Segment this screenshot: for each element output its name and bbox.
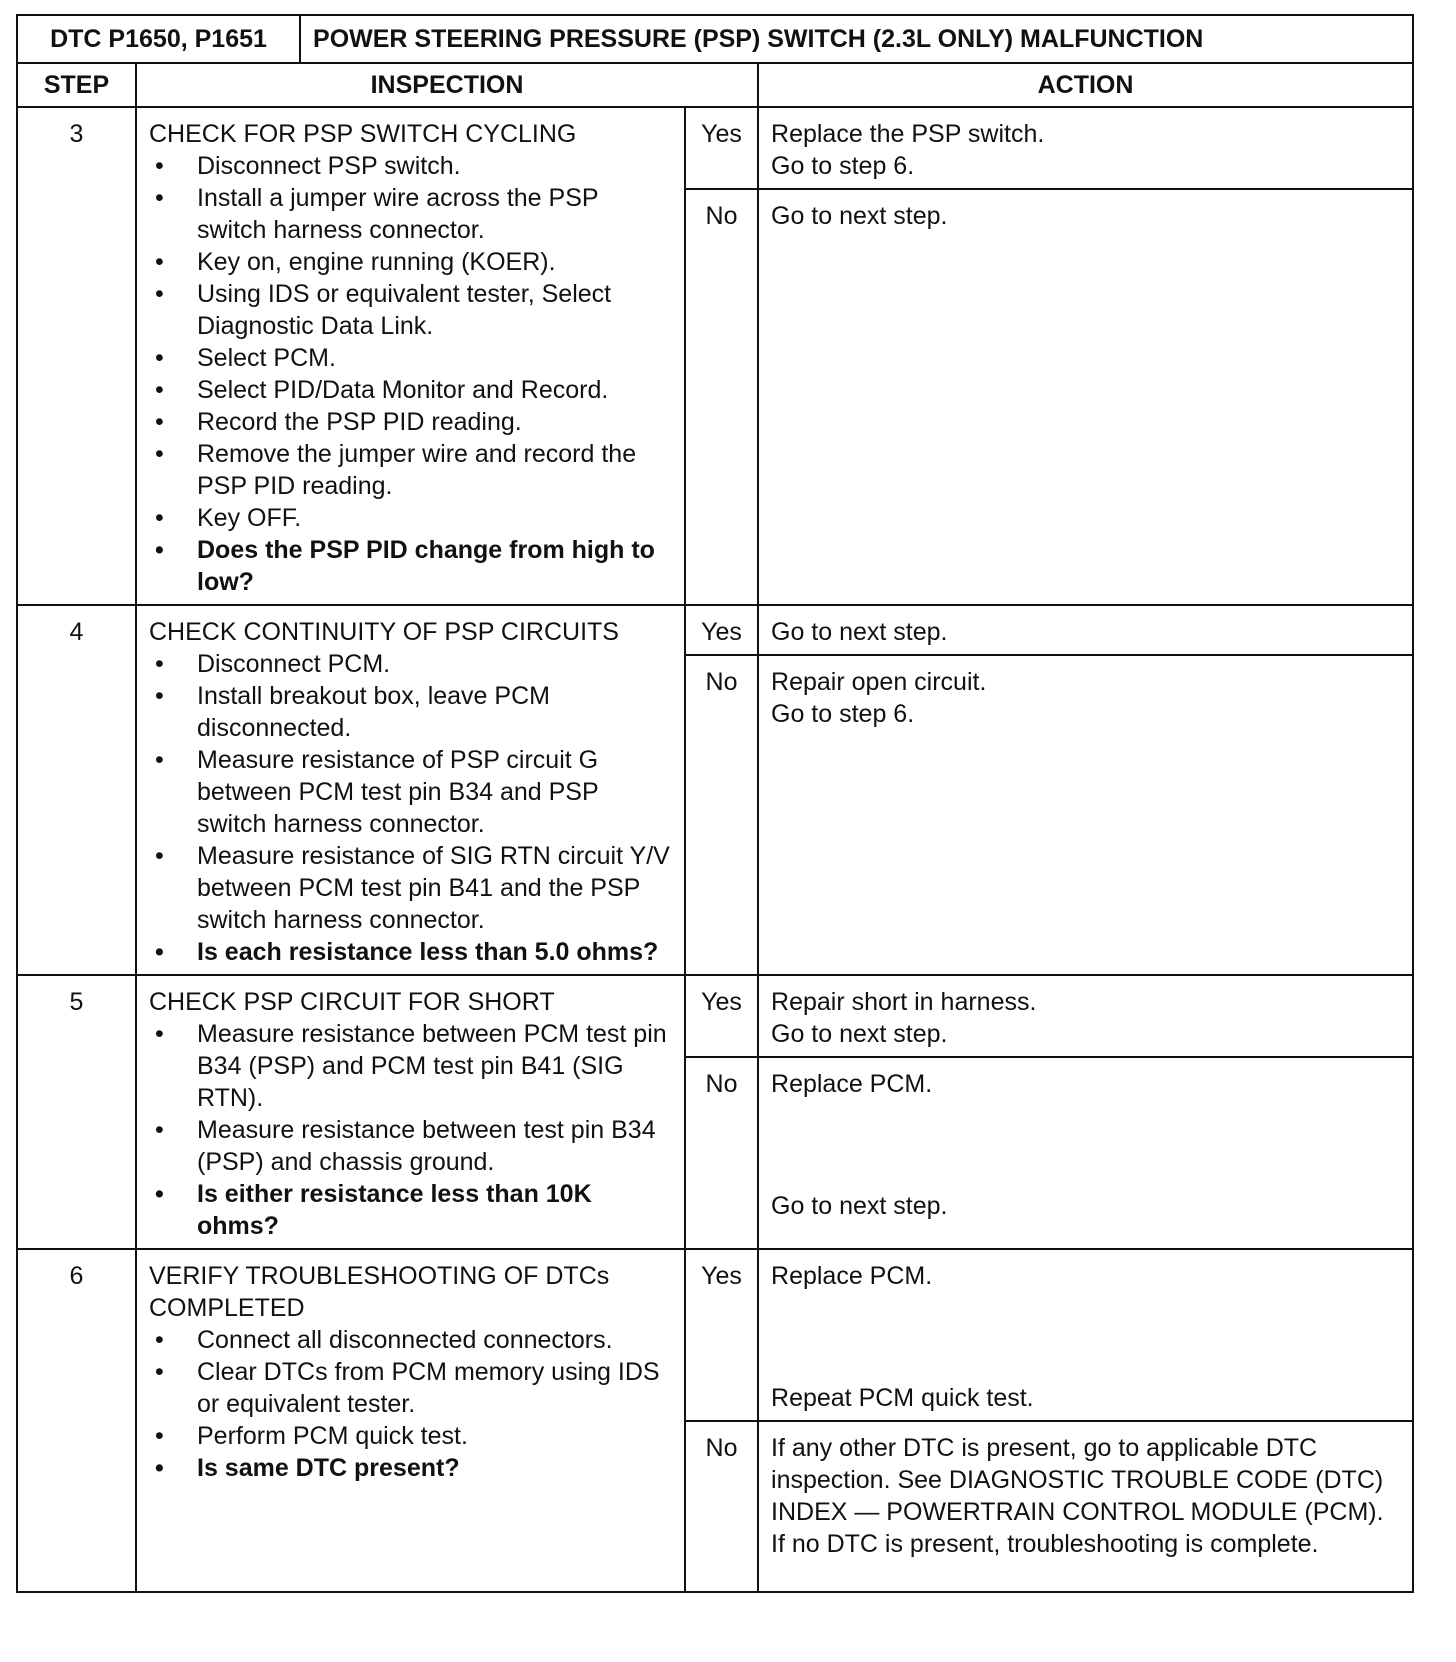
yes-label: Yes — [685, 107, 758, 189]
yes-label: Yes — [685, 605, 758, 655]
no-label: No — [685, 655, 758, 975]
action-line: Repair short in harness. — [771, 988, 1037, 1016]
no-action — [758, 1057, 1413, 1249]
yes-action — [758, 1249, 1413, 1421]
bullet-item: • Measure resistance of PSP circuit G between PCM test pin B34 and PSP switch harness connector. — [149, 744, 674, 840]
inspection-heading: CHECK CONTINUITY OF PSP CIRCUITS — [149, 618, 619, 646]
inspection-cell — [136, 107, 685, 605]
column-header-row — [17, 63, 1413, 107]
bullet-item: • Select PCM. — [149, 342, 674, 374]
bullet-item: • Select PID/Data Monitor and Record. — [149, 374, 674, 406]
action-line: Replace PCM. — [771, 1262, 933, 1290]
step-number: 5 — [17, 975, 136, 1249]
step-row — [17, 107, 1413, 189]
dtc-document — [16, 14, 1412, 1648]
action-spacer — [771, 1292, 1404, 1382]
action-line: Go to step 6. — [771, 152, 915, 180]
yes-action — [758, 605, 1413, 655]
yes-action — [758, 975, 1413, 1057]
bullet-item: • Disconnect PCM. — [149, 648, 674, 680]
step-number: 6 — [17, 1249, 136, 1592]
no-action — [758, 189, 1413, 605]
bullet-item: • Clear DTCs from PCM memory using IDS or equivalent tester. — [149, 1356, 674, 1420]
bullet-item: • Remove the jumper wire and record the PSP PID reading. — [149, 438, 674, 502]
action-line: Go to next step. — [771, 202, 948, 230]
step-row — [17, 975, 1413, 1057]
step-number: 3 — [17, 107, 136, 605]
bullet-item: • Measure resistance between test pin B34 (PSP) and chassis ground. — [149, 1114, 674, 1178]
no-label: No — [685, 189, 758, 605]
yes-label: Yes — [685, 1249, 758, 1421]
inspection-cell — [136, 605, 685, 975]
yes-action — [758, 107, 1413, 189]
no-label: No — [685, 1421, 758, 1592]
action-column-header: ACTION — [758, 63, 1413, 107]
inspection-question: • Does the PSP PID change from high to low? — [149, 534, 674, 598]
inspection-bullets — [149, 648, 674, 968]
action-line: Replace PCM. — [771, 1070, 933, 1098]
no-action — [758, 655, 1413, 975]
yes-label: Yes — [685, 975, 758, 1057]
action-line: If any other DTC is present, go to applicable DTC inspection. See DIAGNOSTIC TROUBLE CODE (DTC) INDEX — POWERTRAIN CONTROL MODULE (PCM). — [771, 1434, 1384, 1526]
dtc-codes: DTC P1650, P1651 — [17, 15, 300, 63]
inspection-bullets — [149, 150, 674, 598]
inspection-heading: VERIFY TROUBLESHOOTING OF DTCs COMPLETED — [149, 1262, 610, 1322]
action-line: Go to step 6. — [771, 700, 915, 728]
step-row — [17, 605, 1413, 655]
no-label: No — [685, 1057, 758, 1249]
inspection-cell — [136, 975, 685, 1249]
action-line: Go to next step. — [771, 1020, 948, 1048]
bullet-item: • Perform PCM quick test. — [149, 1420, 674, 1452]
inspection-heading: CHECK PSP CIRCUIT FOR SHORT — [149, 988, 555, 1016]
action-line: Repair open circuit. — [771, 668, 987, 696]
action-line: Go to next step. — [771, 1192, 948, 1220]
step-row — [17, 1249, 1413, 1421]
inspection-heading: CHECK FOR PSP SWITCH CYCLING — [149, 120, 577, 148]
bullet-item: • Record the PSP PID reading. — [149, 406, 674, 438]
inspection-question: • Is each resistance less than 5.0 ohms? — [149, 936, 674, 968]
bullet-item: • Measure resistance of SIG RTN circuit Y/V between PCM test pin B41 and the PSP switch harness connector. — [149, 840, 674, 936]
action-line: Go to next step. — [771, 618, 948, 646]
step-number: 4 — [17, 605, 136, 975]
bullet-item: • Key on, engine running (KOER). — [149, 246, 674, 278]
step-column-header: STEP — [17, 63, 136, 107]
bullet-item: • Using IDS or equivalent tester, Select Diagnostic Data Link. — [149, 278, 674, 342]
action-line: Replace the PSP switch. — [771, 120, 1045, 148]
bullet-item: • Install a jumper wire across the PSP switch harness connector. — [149, 182, 674, 246]
bullet-item: • Install breakout box, leave PCM disconnected. — [149, 680, 674, 744]
action-line: If no DTC is present, troubleshooting is complete. — [771, 1530, 1319, 1558]
bullet-item: • Connect all disconnected connectors. — [149, 1324, 674, 1356]
title-row — [17, 15, 1413, 63]
no-action — [758, 1421, 1413, 1592]
bullet-item: • Disconnect PSP switch. — [149, 150, 674, 182]
action-spacer — [771, 1100, 1404, 1190]
inspection-column-header: INSPECTION — [136, 63, 758, 107]
inspection-cell — [136, 1249, 685, 1592]
inspection-question: • Is either resistance less than 10K ohms? — [149, 1178, 674, 1242]
inspection-bullets — [149, 1018, 674, 1242]
bullet-item: • Key OFF. — [149, 502, 674, 534]
inspection-bullets — [149, 1324, 674, 1484]
dtc-description: POWER STEERING PRESSURE (PSP) SWITCH (2.3L ONLY) MALFUNCTION — [300, 15, 1413, 63]
inspection-question: • Is same DTC present? — [149, 1452, 674, 1484]
bullet-item: • Measure resistance between PCM test pin B34 (PSP) and PCM test pin B41 (SIG RTN). — [149, 1018, 674, 1114]
dtc-table — [16, 14, 1414, 1593]
action-line: Repeat PCM quick test. — [771, 1384, 1034, 1412]
